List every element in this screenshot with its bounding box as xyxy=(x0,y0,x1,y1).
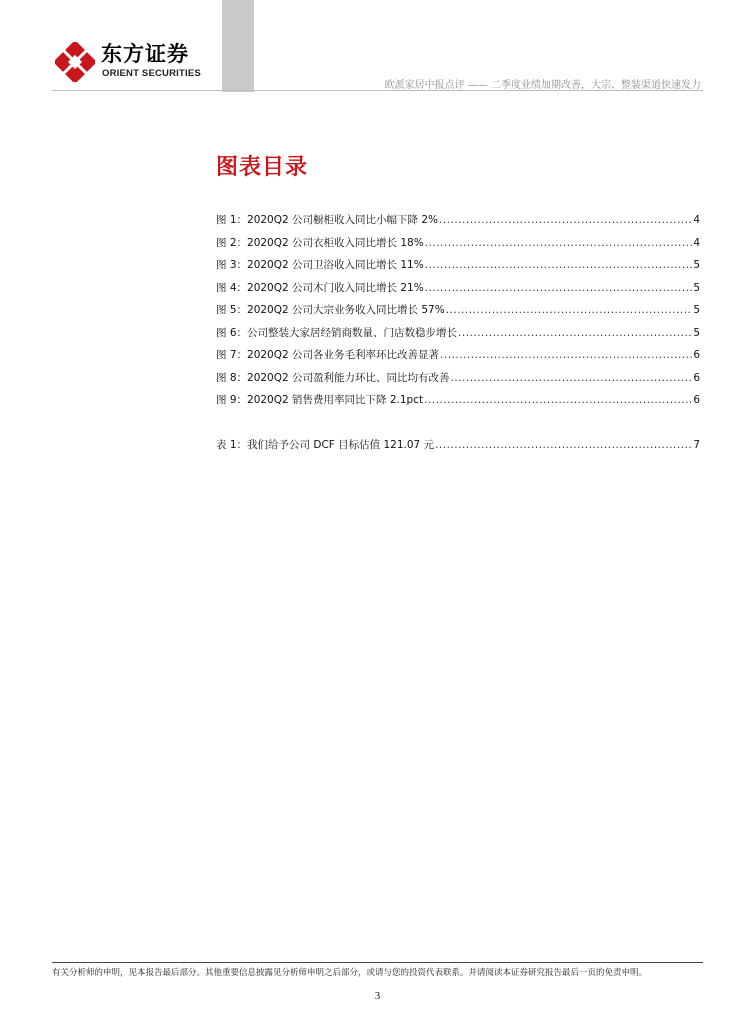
toc-entry-figure-6[interactable] xyxy=(216,325,700,348)
header-gray-band xyxy=(222,0,254,92)
toc-entry-figure-5[interactable] xyxy=(216,302,700,325)
logo-mark-icon xyxy=(55,42,95,82)
toc-leader-dots xyxy=(458,327,692,339)
toc-entry-page: 6 xyxy=(693,394,700,406)
toc-leader-dots xyxy=(425,259,693,271)
page-number: 3 xyxy=(374,990,381,1002)
toc-entry-figure-2[interactable] xyxy=(216,235,700,258)
toc-entry-table-1[interactable] xyxy=(216,437,700,460)
toc-leader-dots xyxy=(439,214,692,226)
toc-entry-label: 图 2：2020Q2 公司衣柜收入同比增长 18% xyxy=(216,236,424,249)
toc-entry-label: 图 8：2020Q2 公司盈利能力环比、同比均有改善 xyxy=(216,371,450,384)
toc-leader-dots xyxy=(425,237,693,249)
toc-entry-page: 5 xyxy=(693,281,700,294)
toc-entry-label: 图 4：2020Q2 公司木门收入同比增长 21% xyxy=(216,281,424,294)
toc-leader-dots xyxy=(446,304,693,316)
toc-entry-page: 4 xyxy=(693,236,700,249)
footer-disclaimer: 有关分析师的申明，见本报告最后部分。其他重要信息披露见分析师申明之后部分，或请与您的投资代表联系。并请阅读本证券研究报告最后一页的免责申明。 xyxy=(52,968,648,978)
toc-entry-page: 5 xyxy=(693,304,700,316)
toc-entry-page: 6 xyxy=(693,349,700,361)
toc-entry-figure-7[interactable] xyxy=(216,347,700,370)
logo-english-name: ORIENT SECURITIES xyxy=(102,68,201,79)
logo-chinese-name: 东方证券 xyxy=(101,42,189,66)
toc-entry-figure-9[interactable] xyxy=(216,392,700,415)
toc-entry-figure-8[interactable] xyxy=(216,370,700,393)
toc-section-gap xyxy=(216,415,700,437)
toc-entry-label: 表 1：我们给予公司 DCF 目标估值 121.07 元 xyxy=(216,438,435,451)
company-logo xyxy=(55,42,215,86)
toc-entry-figure-1[interactable] xyxy=(216,212,700,235)
toc-entry-page: 4 xyxy=(693,214,700,226)
report-header-title: 欧派家居中报点评 —— 二季度业绩加期改善，大宗、整装渠道快速发力 xyxy=(384,80,701,91)
table-of-figures xyxy=(216,212,700,459)
toc-entry-figure-3[interactable] xyxy=(216,257,700,280)
toc-entry-page: 6 xyxy=(693,371,700,384)
toc-entry-figure-4[interactable] xyxy=(216,280,700,303)
toc-leader-dots xyxy=(451,372,693,384)
toc-leader-dots xyxy=(424,394,692,406)
toc-entry-page: 5 xyxy=(693,326,700,339)
toc-leader-dots xyxy=(435,439,692,451)
toc-leader-dots xyxy=(425,282,693,294)
toc-entry-label: 图 3：2020Q2 公司卫浴收入同比增长 11% xyxy=(216,259,424,271)
header-divider xyxy=(52,90,703,91)
toc-entry-page: 5 xyxy=(693,259,700,271)
toc-title: 图表目录 xyxy=(216,155,309,180)
toc-entry-label: 图 7：2020Q2 公司各业务毛利率环比改善显著 xyxy=(216,349,440,361)
footer-divider xyxy=(52,962,703,963)
toc-leader-dots xyxy=(440,349,692,361)
toc-entry-label: 图 1：2020Q2 公司橱柜收入同比小幅下降 2% xyxy=(216,214,439,226)
toc-entry-label: 图 9：2020Q2 销售费用率同比下降 2.1pct xyxy=(216,394,424,406)
toc-entry-label: 图 5：2020Q2 公司大宗业务收入同比增长 57% xyxy=(216,304,445,316)
toc-entry-page: 7 xyxy=(693,438,700,451)
toc-entry-label: 图 6：公司整装大家居经销商数量、门店数稳步增长 xyxy=(216,326,458,339)
